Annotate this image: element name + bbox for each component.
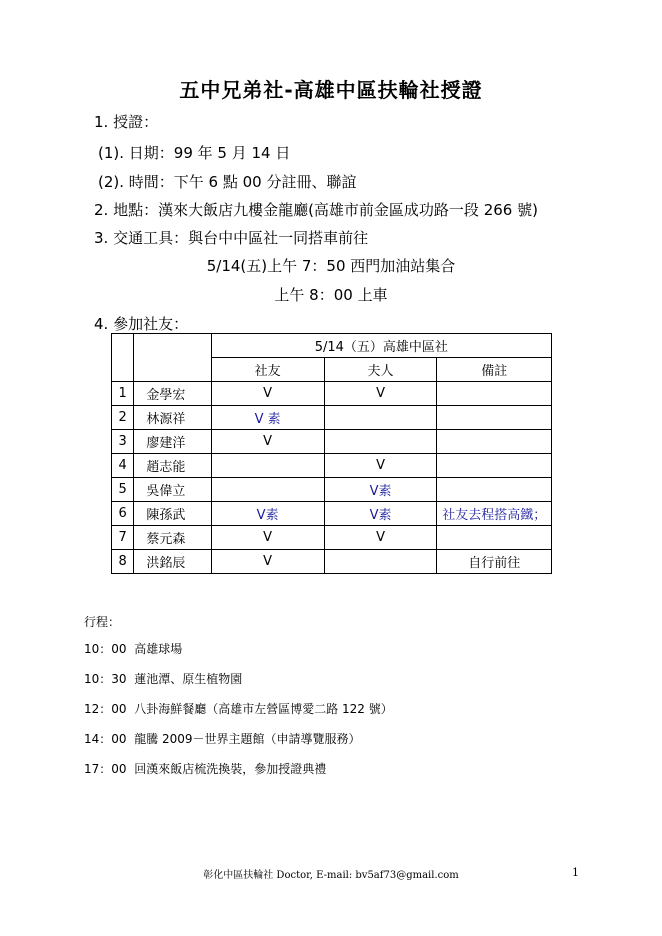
itinerary-time: 10：00: [84, 642, 127, 656]
cell-note: [437, 382, 552, 406]
page-footer: 彰化中區扶輪社 Doctor, E-mail: bv5af73@gmail.com: [203, 870, 459, 881]
cell-number: 5: [112, 478, 134, 502]
table-row: [112, 502, 552, 526]
column-header-spouse: 夫人: [324, 358, 437, 382]
cell-spouse: [324, 406, 437, 430]
itinerary-entry: [84, 670, 242, 687]
itinerary-entry: [84, 640, 182, 657]
cell-number: 6: [112, 502, 134, 526]
itinerary-time: 17：00: [84, 762, 127, 776]
table-row: [112, 406, 552, 430]
cell-name: 陳孫武: [134, 502, 211, 526]
item-1a-date: (1). 日期：99 年 5 月 14 日: [98, 144, 291, 162]
itinerary-text: 龍騰 2009－世界主題館（申請導覽服務）: [134, 732, 361, 746]
item-2-location: 2. 地點：漢來大飯店九樓金龍廳(高雄市前金區成功路一段 266 號): [94, 201, 538, 219]
table-group-header: 5/14（五）高雄中區社: [211, 334, 551, 358]
attendee-table-body: [112, 382, 552, 574]
item-4-attendees: 4. 參加社友：: [94, 315, 189, 333]
cell-member: [211, 478, 324, 502]
itinerary-time: 12：00: [84, 702, 127, 716]
table-row: [112, 526, 552, 550]
cell-name: 林源祥: [134, 406, 211, 430]
cell-note: [437, 454, 552, 478]
itinerary-entry: [84, 760, 326, 777]
cell-name: 吳偉立: [134, 478, 211, 502]
itinerary-text: 八卦海鮮餐廳（高雄市左營區博愛二路 122 號）: [134, 702, 393, 716]
itinerary-entry: [84, 700, 393, 717]
cell-name: 金學宏: [134, 382, 211, 406]
itinerary-text: 蓮池潭、原生植物園: [134, 672, 243, 686]
item-3-transport: 3. 交通工具：與台中中區社一同搭車前往: [94, 229, 369, 247]
itinerary-entry: [84, 730, 361, 747]
itinerary-text: 高雄球場: [134, 642, 183, 656]
cell-member: V 素: [211, 406, 324, 430]
cell-spouse: V: [324, 454, 437, 478]
cell-note: [437, 430, 552, 454]
table-corner-cell: [112, 334, 134, 382]
attendee-table: [111, 333, 552, 574]
column-header-note: 備註: [437, 358, 552, 382]
cell-note: 社友去程搭高鐵；: [437, 502, 552, 526]
cell-name: 趙志能: [134, 454, 211, 478]
cell-spouse: [324, 550, 437, 574]
cell-spouse: [324, 430, 437, 454]
item-3b-departure: 上午 8：00 上車: [274, 286, 388, 304]
cell-number: 3: [112, 430, 134, 454]
cell-note: [437, 478, 552, 502]
cell-name: 蔡元森: [134, 526, 211, 550]
item-1-heading: 1. 授證：: [94, 113, 159, 131]
cell-spouse: V素: [324, 478, 437, 502]
cell-number: 4: [112, 454, 134, 478]
itinerary-heading: 行程：: [84, 615, 121, 629]
cell-number: 1: [112, 382, 134, 406]
page-number: 1: [572, 866, 579, 879]
item-1b-time: (2). 時間：下午 6 點 00 分註冊、聯誼: [98, 173, 357, 191]
itinerary-time: 14：00: [84, 732, 127, 746]
itinerary-text: 回漢來飯店梳洗換裝，參加授證典禮: [134, 762, 327, 776]
table-row: [112, 478, 552, 502]
table-corner-cell: [134, 334, 211, 382]
item-3a-meetup: 5/14(五)上午 7：50 西門加油站集合: [206, 257, 456, 275]
itinerary-time: 10：30: [84, 672, 127, 686]
table-header-row: [112, 334, 552, 358]
cell-number: 2: [112, 406, 134, 430]
cell-spouse: V: [324, 526, 437, 550]
cell-name: 廖建洋: [134, 430, 211, 454]
cell-member: V: [211, 526, 324, 550]
cell-member: [211, 454, 324, 478]
cell-name: 洪銘辰: [134, 550, 211, 574]
cell-note: [437, 406, 552, 430]
cell-spouse: V素: [324, 502, 437, 526]
cell-number: 7: [112, 526, 134, 550]
table-row: [112, 454, 552, 478]
column-header-member: 社友: [211, 358, 324, 382]
table-row: [112, 430, 552, 454]
cell-spouse: V: [324, 382, 437, 406]
cell-member: V: [211, 430, 324, 454]
cell-note: 自行前往: [437, 550, 552, 574]
cell-member: V: [211, 382, 324, 406]
document-title: 五中兄弟社-高雄中區扶輪社授證: [179, 78, 483, 102]
cell-number: 8: [112, 550, 134, 574]
cell-note: [437, 526, 552, 550]
cell-member: V素: [211, 502, 324, 526]
table-row: [112, 550, 552, 574]
table-row: [112, 382, 552, 406]
cell-member: V: [211, 550, 324, 574]
